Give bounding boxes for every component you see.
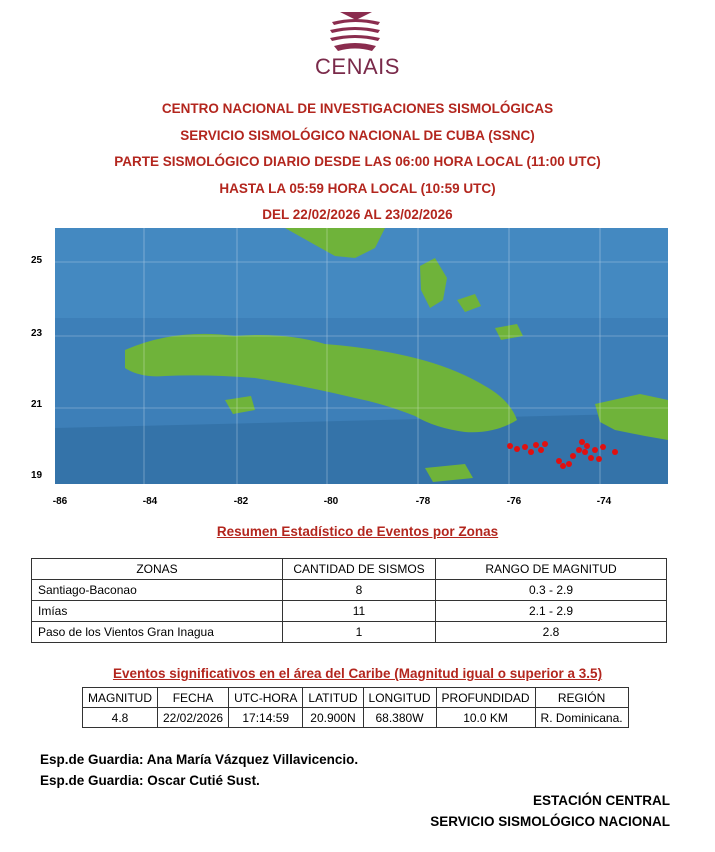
x-axis-label: -86	[52, 496, 68, 507]
table-row	[32, 622, 667, 643]
station-line-1: ESTACIÓN CENTRAL	[533, 793, 670, 808]
epicenter-marker	[596, 456, 602, 462]
event-latitude: 20.900N	[303, 708, 363, 728]
header-line-3: PARTE SISMOLÓGICO DIARIO DESDE LAS 06:00 HORA LOCAL (11:00 UTC)	[114, 154, 601, 169]
seismic-map	[55, 228, 668, 484]
guard-line-1: Esp.de Guardia: Ana María Vázquez Villavicencio.	[40, 752, 359, 767]
epicenter-marker	[538, 447, 544, 453]
header-line-4: HASTA LA 05:59 HORA LOCAL (10:59 UTC)	[219, 180, 496, 196]
event-date: 22/02/2026	[158, 708, 229, 728]
epicenter-marker	[533, 442, 539, 448]
y-axis-label: 25	[31, 255, 43, 266]
magnitude-range: 0.3 - 2.9	[436, 580, 667, 601]
zone-name: Imías	[32, 601, 283, 622]
quake-count: 11	[283, 601, 436, 622]
y-axis-label: 23	[31, 328, 43, 339]
table-row	[83, 708, 629, 728]
column-header: ZONAS	[32, 559, 283, 580]
epicenter-marker	[612, 449, 618, 455]
x-axis-label: -76	[506, 496, 522, 507]
quake-count: 1	[283, 622, 436, 643]
epicenter-marker	[566, 461, 572, 467]
x-axis-label: -84	[142, 496, 158, 507]
table-row	[32, 601, 667, 622]
epicenter-marker	[542, 441, 548, 447]
epicenter-marker	[507, 443, 513, 449]
x-axis-label: -82	[233, 496, 249, 507]
epicenter-marker	[600, 444, 606, 450]
epicenter-marker	[584, 443, 590, 449]
significant-events-table	[82, 687, 629, 728]
event-time: 17:14:59	[229, 708, 303, 728]
event-region: R. Dominicana.	[535, 708, 628, 728]
event-depth: 10.0 KM	[436, 708, 535, 728]
epicenter-marker	[528, 449, 534, 455]
epicenter-marker	[588, 455, 594, 461]
station-line-2: SERVICIO SISMOLÓGICO NACIONAL	[430, 814, 670, 829]
table-header-row	[83, 688, 629, 708]
magnitude-range: 2.8	[436, 622, 667, 643]
epicenter-marker	[514, 446, 520, 452]
guard-line-2: Esp.de Guardia: Oscar Cutié Sust.	[40, 773, 260, 788]
epicenter-marker	[556, 458, 562, 464]
column-header: RANGO DE MAGNITUD	[436, 559, 667, 580]
epicenter-marker	[592, 447, 598, 453]
significant-events-title: Eventos significativos en el área del Caribe (Magnitud igual o superior a 3.5)	[112, 666, 603, 681]
event-magnitude: 4.8	[83, 708, 158, 728]
x-axis-label: -78	[415, 496, 431, 507]
zone-name: Paso de los Vientos Gran Inagua	[32, 622, 283, 643]
report-header	[0, 96, 715, 229]
y-axis-label: 19	[31, 470, 43, 481]
column-header: REGIÓN	[535, 688, 628, 708]
table-header-row	[32, 559, 667, 580]
epicenter-marker	[560, 463, 566, 469]
summary-title: Resumen Estadístico de Eventos por Zonas	[216, 524, 499, 539]
column-header: CANTIDAD DE SISMOS	[283, 559, 436, 580]
epicenter-marker	[579, 439, 585, 445]
zones-table	[31, 558, 667, 643]
column-header: MAGNITUD	[83, 688, 158, 708]
x-axis-label: -80	[323, 496, 339, 507]
header-line-2: SERVICIO SISMOLÓGICO NACIONAL DE CUBA (SSNC)	[180, 127, 535, 143]
epicenter-marker	[576, 447, 582, 453]
event-longitude: 68.380W	[363, 708, 436, 728]
epicenter-marker	[522, 444, 528, 450]
table-row	[32, 580, 667, 601]
zone-name: Santiago-Baconao	[32, 580, 283, 601]
epicenter-marker	[570, 453, 576, 459]
epicenter-marker	[582, 449, 588, 455]
column-header: LATITUD	[303, 688, 363, 708]
column-header: LONGITUD	[363, 688, 436, 708]
column-header: UTC-HORA	[229, 688, 303, 708]
header-line-5: DEL 22/02/2026 AL 23/02/2026	[262, 207, 453, 222]
column-header: PROFUNDIDAD	[436, 688, 535, 708]
x-axis-label: -74	[596, 496, 612, 507]
y-axis-label: 21	[31, 399, 43, 410]
magnitude-range: 2.1 - 2.9	[436, 601, 667, 622]
quake-count: 8	[283, 580, 436, 601]
header-line-1: CENTRO NACIONAL DE INVESTIGACIONES SISMOLÓGICAS	[161, 101, 554, 116]
logo-text: CENAIS	[315, 54, 400, 79]
column-header: FECHA	[158, 688, 229, 708]
